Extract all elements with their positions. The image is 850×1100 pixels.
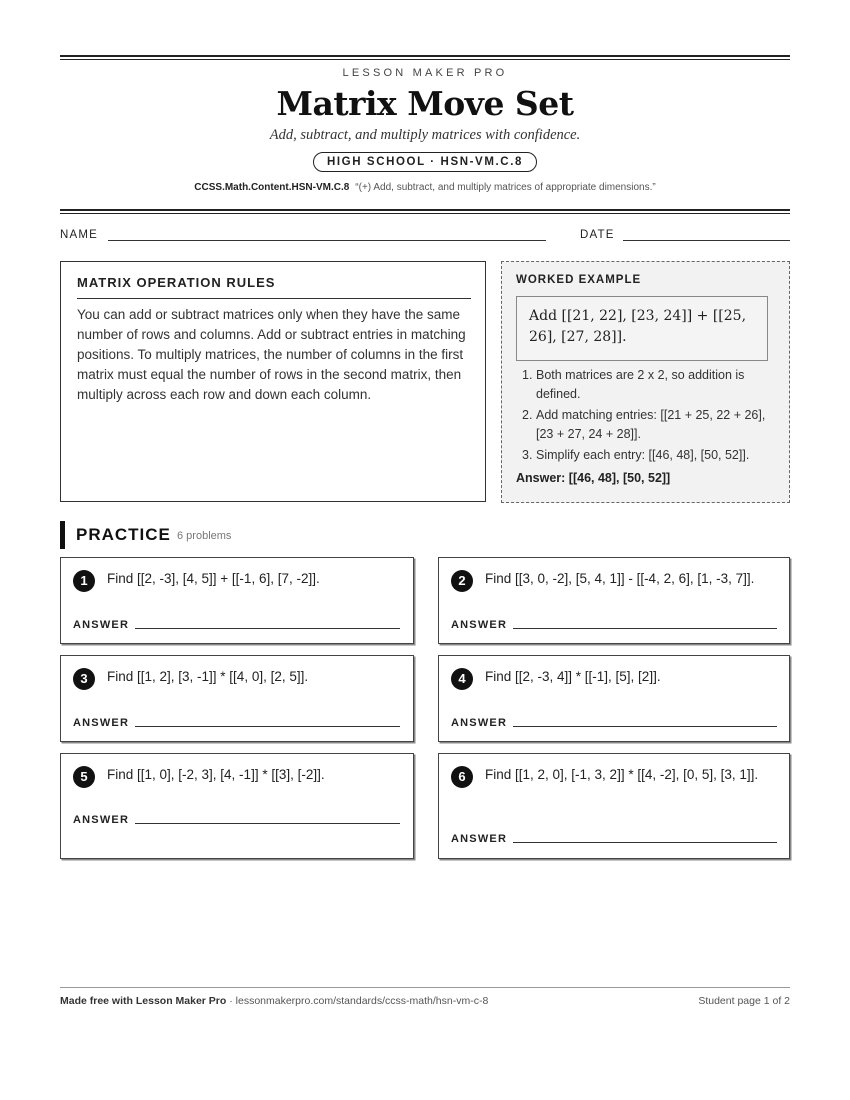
problem-card-5 — [60, 753, 414, 859]
worked-example-steps — [516, 366, 778, 467]
standard-text: “(+) Add, subtract, and multiply matrices of appropriate dimensions.” — [355, 182, 656, 193]
problem-text: Find [[2, -3], [4, 5]] + [[-1, 6], [7, -2]]. — [107, 571, 320, 586]
footer-credit — [60, 995, 488, 1007]
problem-card-6 — [438, 753, 790, 859]
problem-text: Find [[2, -3, 4]] * [[-1], [5], [2]]. — [485, 669, 661, 684]
problem-number-badge: 6 — [451, 766, 473, 788]
worked-example-box — [501, 261, 790, 503]
answer-label: ANSWER — [451, 833, 508, 845]
problem-card-1 — [60, 557, 414, 644]
problem-number-badge: 4 — [451, 668, 473, 690]
student-fields — [60, 229, 790, 245]
problem-text: Find [[1, 2], [3, -1]] * [[4, 0], [2, 5]]. — [107, 669, 309, 684]
level-badge: HIGH SCHOOL · HSN-VM.C.8 — [313, 152, 537, 172]
rules-box — [60, 261, 486, 502]
brand-label: LESSON MAKER PRO — [342, 67, 508, 79]
worked-example-heading: WORKED EXAMPLE — [516, 274, 642, 286]
answer-field[interactable] — [135, 628, 400, 629]
worked-example-step: 1. Both matrices are 2 x 2, so addition is defined. — [522, 368, 745, 401]
problem-number-badge: 5 — [73, 766, 95, 788]
standard-code: CCSS.Math.Content.HSN-VM.C.8 — [194, 182, 350, 193]
problem-text: Find [[1, 2, 0], [-1, 3, 2]] * [[4, -2], [0, 5], [3, 1]]. — [485, 767, 759, 782]
problem-number-badge: 2 — [451, 570, 473, 592]
worked-example-step: 2. Add matching entries: [[21 + 25, 22 + 26], [23 + 27, 24 + 28]]. — [522, 408, 766, 441]
problem-card-3 — [60, 655, 414, 742]
answer-field[interactable] — [513, 628, 777, 629]
header-divider — [60, 209, 790, 211]
worked-example-step: 3. Simplify each entry: [[46, 48], [50, 52]]. — [522, 448, 750, 462]
problem-text: Find [[3, 0, -2], [5, 4, 1]] - [[-4, 2, 6], [1, -3, 7]]. — [485, 571, 755, 586]
worked-example-answer: Answer: [[46, 48], [50, 52]] — [516, 471, 671, 485]
worked-example-problem: Add [[21, 22], [23, 24]] + [[25, 26], [27, 28]]. — [516, 296, 768, 361]
standard-line — [60, 182, 790, 193]
footer-url[interactable]: · lessonmakerpro.com/standards/ccss-math/hsn-vm-c-8 — [226, 995, 489, 1007]
top-divider — [60, 55, 790, 57]
practice-count: 6 problems — [177, 530, 232, 542]
date-label: DATE — [580, 229, 615, 241]
page-title: Matrix Move Set — [276, 84, 574, 123]
rules-heading: MATRIX OPERATION RULES — [77, 275, 276, 290]
problem-card-4 — [438, 655, 790, 742]
answer-field[interactable] — [513, 726, 777, 727]
practice-title: PRACTICE — [76, 525, 171, 544]
footer-brand: Made free with Lesson Maker Pro — [60, 995, 227, 1007]
practice-accent-bar — [60, 521, 65, 549]
name-label: NAME — [60, 229, 99, 241]
answer-label: ANSWER — [451, 717, 508, 729]
answer-label: ANSWER — [73, 717, 130, 729]
answer-field[interactable] — [135, 726, 400, 727]
page-subtitle: Add, subtract, and multiply matrices with confidence. — [269, 127, 581, 143]
rules-text: You can add or subtract matrices only when they have the same number of rows and columns. Add or subtract entries in matching positions. To multiply matrices, the number of columns in the first matrix must equal the number of rows in the second matrix, then multiply across each row and down each column. — [77, 307, 466, 402]
answer-field[interactable] — [513, 842, 777, 843]
answer-label: ANSWER — [73, 619, 130, 631]
answer-field[interactable] — [135, 823, 400, 824]
problem-card-2 — [438, 557, 790, 644]
name-field[interactable] — [108, 240, 546, 241]
problem-text: Find [[1, 0], [-2, 3], [4, -1]] * [[3], [-2]]. — [107, 767, 325, 782]
problem-number-badge: 3 — [73, 668, 95, 690]
footer-page-number: Student page 1 of 2 — [698, 995, 790, 1007]
footer-divider — [60, 987, 790, 988]
date-field[interactable] — [623, 240, 790, 241]
problem-number-badge: 1 — [73, 570, 95, 592]
answer-label: ANSWER — [73, 814, 130, 826]
answer-label: ANSWER — [451, 619, 508, 631]
rules-heading-rule — [77, 298, 471, 299]
